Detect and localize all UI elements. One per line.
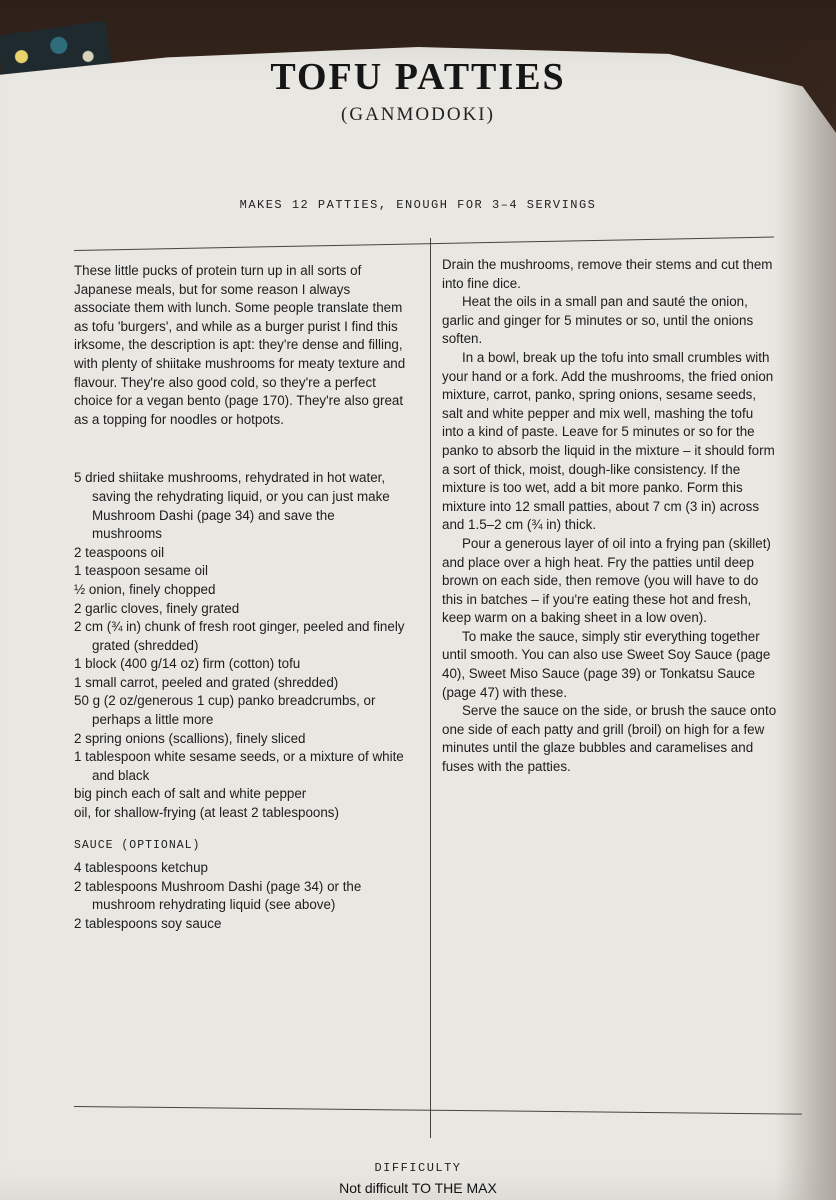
ingredient-item: 1 tablespoon white sesame seeds, or a mixture of white and black: [74, 749, 404, 783]
ingredient-item: 5 dried shiitake mushrooms, rehydrated in hot water, saving the rehydrating liquid, or you can just make Mushroom Dashi (page 34) and save the mushrooms: [74, 470, 390, 542]
method-step: Drain the mushrooms, remove their stems and cut them into fine dice.: [442, 257, 773, 291]
ingredient-item: 2 teaspoons oil: [74, 544, 165, 560]
page-curl-shadow: [776, 40, 836, 1200]
ingredient-item: 1 small carrot, peeled and grated (shredded): [74, 674, 339, 690]
ingredient-list: [74, 469, 406, 822]
sauce-ingredient-item: 4 tablespoons ketchup: [74, 860, 209, 876]
ingredient-item: oil, for shallow-frying (at least 2 tablespoons): [74, 805, 339, 821]
recipe-title: TOFU PATTIES: [270, 56, 566, 98]
ingredient-item: 1 teaspoon sesame oil: [74, 563, 208, 579]
method-step: Serve the sauce on the side, or brush the sauce onto one side of each patty and grill (broil) on high for a few minutes until the glaze bubbles and caramelises and fuses with the patties.: [442, 703, 777, 775]
sauce-ingredient-list: [74, 859, 406, 933]
ingredient-item: 2 spring onions (scallions), finely sliced: [74, 730, 306, 746]
method-step: In a bowl, break up the tofu into small crumbles with your hand or a fork. Add the mushrooms, the fried onion mixture, carrot, panko, spring onions, sesame seeds, salt and white pepper and mix well, mashing the tofu into a kind of paste. Leave for 5 minutes or so for the panko to absorb the liquid in the mixture – it should form a sort of thick, moist, dough-like consistency. If the mixture is too wet, add a bit more panko. Form this mixture into 12 small patties, about 7 cm (3 in) across and 1.5–2 cm (¾ in) thick.: [442, 349, 775, 533]
left-column: [74, 262, 406, 934]
sauce-ingredient-item: 2 tablespoons soy sauce: [74, 916, 222, 931]
ingredient-item: ½ onion, finely chopped: [74, 581, 216, 597]
ingredient-item: 1 block (400 g/14 oz) firm (cotton) tofu: [74, 656, 301, 672]
sauce-heading: SAUCE (OPTIONAL): [74, 838, 201, 852]
recipe-intro: These little pucks of protein turn up in all sorts of Japanese meals, but for some reason I always associate them with lunch. Some people translate them as tofu 'burgers', and while as a burger purist I find this irksome, the description is apt: they're dense and filling, with plenty of shiitake mushrooms for meaty texture and flavour. They're also good cold, so they're a perfect choice for a vegan bento (page 170). They're also great as a topping for noodles or hotpots.: [74, 263, 406, 427]
ingredient-item: big pinch each of salt and white pepper: [74, 786, 307, 802]
ingredient-item: 2 garlic cloves, finely grated: [74, 600, 240, 616]
ingredient-item: 2 cm (¾ in) chunk of fresh root ginger, peeled and finely grated (shredded): [74, 619, 405, 653]
difficulty-value: Not difficult TO THE MAX: [339, 1180, 497, 1196]
method-column: [442, 256, 778, 777]
difficulty-label: DIFFICULTY: [374, 1161, 462, 1175]
method-step: Pour a generous layer of oil into a frying pan (skillet) and place over a high heat. Fry the patties until deep brown on each side, then remove (you will have to do this in batches – if you're eating these hot and fresh, keep warm on a baking sheet in a low oven).: [442, 535, 771, 626]
recipe-subtitle: (GANMODOKI): [341, 104, 495, 125]
sauce-ingredient-item: 2 tablespoons Mushroom Dashi (page 34) or the mushroom rehydrating liquid (see above): [74, 878, 362, 913]
ingredient-item: 50 g (2 oz/generous 1 cup) panko breadcrumbs, or perhaps a little more: [74, 693, 376, 728]
recipe-yield: MAKES 12 PATTIES, ENOUGH FOR 3–4 SERVINGS: [239, 198, 597, 212]
method-step: To make the sauce, simply stir everything together until smooth. You can also use Sweet Soy Sauce (page 40), Sweet Miso Sauce (page 39) or Tonkatsu Sauce (page 47) with these.: [442, 628, 771, 700]
column-divider: [430, 238, 431, 1138]
method-step: Heat the oils in a small pan and sauté the onion, garlic and ginger for 5 minutes or so, until the onions soften.: [442, 294, 754, 347]
